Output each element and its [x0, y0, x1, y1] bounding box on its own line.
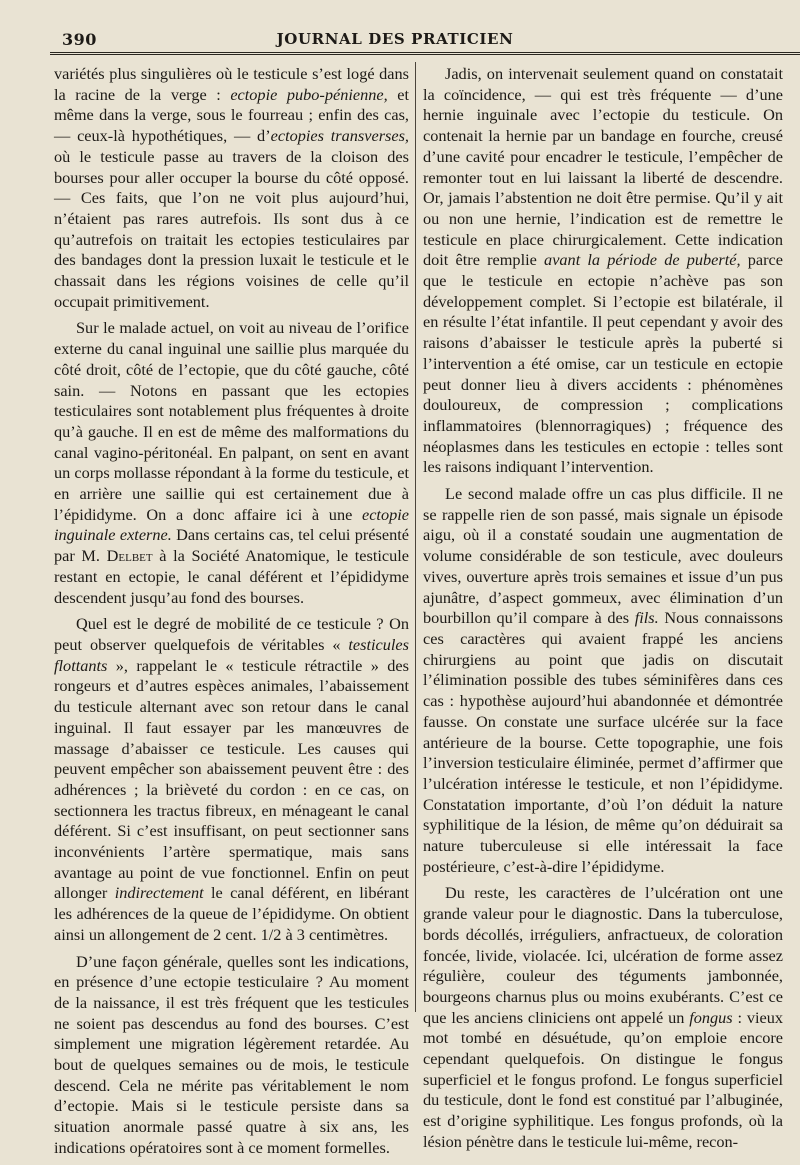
- text-run: le canal déférent, en libérant les adhérences de la queue de l’épididyme. On obtient ainsi un allongement de 2 cent. 1/2 à 3 centimètres.: [54, 883, 409, 944]
- text-run: Du reste, les caractères de l’ulcération ont une grande valeur pour le diagnostic. Dans la tuberculose, bords décollés, irréguliers, anfractueux, de coloration foncée, livide, violacée. Ici, ulcération de forme assez régulière, couleur des téguments jambonnée, bourgeons charnus plus ou moins exubérants. C’est ce que les anciens cliniciens ont appelé un: [423, 883, 783, 1027]
- italic-run: ectopie inguinale externe.: [54, 504, 409, 545]
- text-run: variétés plus singulières où le testicule s’est logé dans la racine de la verge :: [54, 64, 409, 104]
- italic-run: testicules flottants: [54, 634, 409, 675]
- header-rule: [50, 52, 800, 55]
- text-run: et même dans la verge, sous le fourreau ; enfin des cas, — ceux-là hypothétiques, — d’: [54, 84, 409, 146]
- italic-run: ectopies transverses,: [270, 126, 409, 146]
- paragraph: [423, 484, 783, 877]
- paragraph: [54, 64, 409, 312]
- text-run: D’une façon générale, quelles sont les indications, en présence d’une ectopie testiculaire ? Au moment de la naissance, il est très fréquent que les testicules ne soient pas descendus au fond des bourses. C’est simplement une migration légèrement retardée. Au bout de quelques semaines ou de mois, le testicule descend. Cela ne mérite pas véritablement le nom d’ectopie. Mais si le testicule persiste dans sa situation anormale passé quatre à six ans, les indications opératoires sont à ce moment formelles.: [54, 951, 409, 1157]
- paragraph: [54, 952, 409, 1159]
- text-run: : vieux mot tombé en désuétude, qu’on emploie encore cependant quelquefois. On distingue le fongus superficiel et le fongus profond. Le fongus superficiel du testicule, dont le fond est constitué par l’albuginée, est d’origine syphilitique. Les fongus profonds, où la lésion pénètre dans le testicule lui-même, recon-: [423, 1007, 783, 1151]
- text-run: Jadis, on intervenait seulement quand on constatait la coïncidence, — qui est très fréquente — d’une hernie inguinale avec l’ectopie du testicule. On contenait la hernie par un bandage en fourche, creusé d’une cavité pour encadrer le testicule, l’empêcher de remonter tout en lui laissant la liberté de descendre. Or, jamais l’abstention ne doit être permise. Qu’il y ait ou non une hernie, l’indication est de remettre le testicule en place chirurgicalement. Cette indication doit être remplie: [423, 64, 783, 270]
- text-run: Nous connaissons ces caractères qui avaient frappé les anciens chirurgiens au point que jadis on discutait l’élimination possible des tubes séminifères dans ces cas : hypothèse aujourd’hui abandonnée et démontrée fausse. On constate une surface ulcérée sur la face antérieure de la bourse. Cette topographie, une fois l’inversion testiculaire éliminée, permet d’affirmer que l’ulcération intéresse le testicule, et non l’épididyme. Constatation importante, d’où l’on déduit la nature syphilitique de la lésion, de même qu’on déduirait sa nature tuberculeuse si elle intéressait la face postérieure, c’est-à-dire l’épididyme.: [423, 608, 784, 876]
- paragraph: [54, 614, 409, 945]
- text-run: Sur le malade actuel, on voit au niveau de l’orifice externe du canal inguinal une saillie plus marquée du côté droit, côté de l’ectopie, que du côté gauche, côté sain. — Notons en passant que les ectopies testiculaires sont notablement plus fréquentes à droite qu’à gauche. Il en est de même des malformations du canal vagino-péritonéal. En palpant, on sent en avant un corps mollasse répondant à la forme du testicule, et en arrière une saillie qui est certainement due à l’épididyme. On a donc affaire ici à une: [54, 318, 409, 524]
- italic-run: ectopie pubo-pénienne,: [230, 84, 388, 104]
- text-run: parce que le testicule en ectopie n’achève pas son développement complet. Si l’ectopie est bilatérale, il en résulte l’état infantile. Il peut cependant y avoir des raisons d’abaisser le testicule après la puberté si l’intervention a été omise, car un testicule en ectopie peut donner lieu à divers accidents : phénomènes douloureux, de compression ; complications inflammatoires (blennorragiques) ; fréquence des néoplasmes dans les testicules en ectopie : telles sont les raisons indiquant l’intervention.: [423, 250, 783, 477]
- paragraph: [54, 318, 409, 608]
- italic-run: fongus: [689, 1007, 733, 1027]
- italic-run: avant la période de puberté,: [544, 250, 741, 270]
- text-run: Le second malade offre un cas plus difficile. Il ne se rappelle rien de son passé, mais signale un épisode aigu, où il a constaté soudain une augmentation de volume considérable de son testicule, avec douleurs vives, ouverture après trois semaines et issue d’un pus ajunâtre, d’aspect gommeux, avec élimination d’un bourbillon qu’il compare à des: [423, 484, 783, 628]
- text-run: à la Société Anatomique, le testicule restant en ectopie, le canal déférent et l’épididyme descendent jusqu’au fond des bourses.: [54, 546, 409, 607]
- italic-run: indirectement: [114, 883, 204, 903]
- right-column: [423, 64, 783, 1159]
- italic-run: fils.: [634, 608, 659, 628]
- page-number: 390: [62, 30, 97, 49]
- text-run: où le testicule passe au travers de la cloison des bourses pour aller occuper la bourse du côté opposé. — Ces faits, que l’on ne voit plus aujourd’hui, n’étaient pas rares autrefois. Ils sont dus à ce qu’autrefois on traitait les ectopies testiculaires par des bandages dont la pression luxait le testicule et le chassait dans les régions voisines de celle qu’il occupait primitivement.: [54, 146, 409, 311]
- paragraph: [423, 883, 783, 1152]
- running-title: JOURNAL DES PRATICIEN: [276, 30, 514, 48]
- text-run: Quel est le degré de mobilité de ce testicule ? On peut observer quelquefois de véritables «: [54, 614, 409, 654]
- text-run: Dans certains cas, tel celui présenté par M.: [54, 525, 409, 566]
- column-divider: [415, 62, 416, 1012]
- left-column: [54, 64, 409, 1165]
- paragraph: [423, 64, 783, 478]
- text-run: », rappelant le « testicule rétractile » des rongeurs et d’autres espèces animales, l’abaissement du testicule alternant avec son retour dans le canal inguinal. Il faut essayer par les manœuvres de massage d’abaisser ce testicule. Les causes qui peuvent empêcher son abaissement peuvent être : des adhérences ; la brièveté du cordon : en ce cas, on sectionnera les tractus fibreux, en ménageant le canal déférent. Si c’est insuffisant, on peut sectionner sans inconvénients l’artère spermatique, mais sans avantage au point de vue fonctionnel. Enfin on peut allonger: [54, 655, 409, 903]
- smallcaps-run: Delbet: [106, 546, 153, 566]
- page-header: [50, 22, 800, 52]
